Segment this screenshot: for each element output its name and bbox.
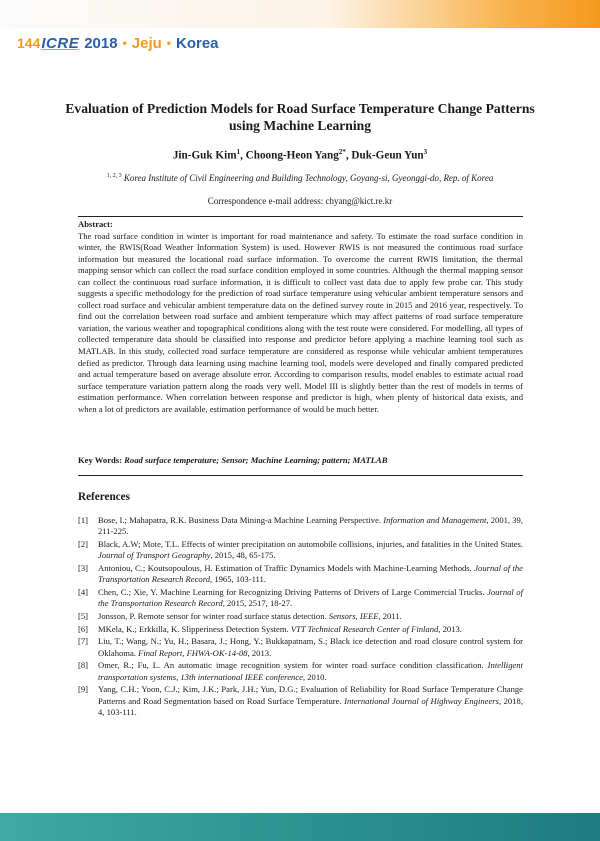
reference-source: Journal of the Transportation Research Record — [98, 587, 523, 609]
reference-source: Final Report, FHWA-OK-14-08 — [138, 647, 248, 658]
reference-source: VTT Technical Research Center of Finland — [290, 623, 439, 634]
reference-item — [78, 563, 523, 586]
reference-source: Journal of the Transportation Research Record — [98, 563, 523, 585]
conference-country: Korea — [176, 34, 219, 52]
reference-item — [78, 515, 523, 538]
author-name: Choong-Heon Yang — [245, 149, 339, 162]
reference-tail: , 2001, 39, 211-225. — [98, 515, 523, 537]
reference-number: [8] — [78, 660, 89, 671]
references-heading: References — [78, 491, 130, 503]
paper-title: Evaluation of Prediction Models for Road Surface Temperature Change Patterns using Machine Learning — [65, 101, 535, 133]
reference-number: [6] — [78, 623, 89, 634]
affiliation-text: Korea Institute of Civil Engineering and Building Technology, Goyang-si, Gyeonggi-do, Rep. of Korea — [123, 173, 494, 183]
abstract-heading: Abstract: — [78, 219, 113, 229]
keywords — [78, 455, 523, 465]
reference-source: Intelligent transportation systems, 13th international IEEE conference — [98, 660, 523, 682]
reference-tail: , 2018, 4, 103-111. — [98, 695, 523, 717]
reference-source: Information and Management — [383, 515, 487, 525]
footer-band — [0, 813, 600, 841]
reference-number: [7] — [78, 636, 89, 647]
conference-badge: ICRE — [41, 34, 80, 52]
reference-text: Omer, R.; Fu, L. An automatic image recognition system for winter road surface condition classification. — [98, 660, 488, 671]
divider-top — [78, 216, 523, 217]
reference-item — [78, 539, 523, 562]
conference-logo — [17, 32, 219, 54]
reference-item — [78, 660, 523, 683]
reference-number: [4] — [78, 587, 89, 597]
conference-number: 144 — [17, 35, 41, 51]
keywords-value: Road surface temperature; Sensor; Machine Learning; pattern; MATLAB — [124, 455, 388, 465]
author-name: Jin-Guk Kim — [172, 149, 237, 162]
reference-number: [3] — [78, 563, 89, 573]
author-name: Duk-Geun Yun — [351, 149, 424, 162]
reference-text: Yang, C.H.; Yoon, C.J.; Kim, J.K.; Park, J.H.; Yun, D.G.; Evaluation of Reliability for Road Surface Temperature Change Patterns and Road Segmentation based on Road Surface Temperature. — [98, 684, 523, 706]
author-sup: 1 — [236, 148, 241, 156]
reference-tail: , 2013. — [247, 647, 272, 658]
reference-text: Bose, I.; Mahapatra, R.K. Business Data Mining-a Machine Learning Perspective. — [98, 515, 384, 525]
divider-bottom — [78, 475, 523, 476]
correspondence-email: Correspondence e-mail address: chyang@kict.re.kr — [207, 196, 393, 206]
reference-text: Chen, C.; Xie, Y. Machine Learning for Recognizing Driving Patterns of Drivers of Large Commercial Trucks. — [98, 587, 488, 597]
reference-text: Black, A.W; Mote, T.L. Effects of winter precipitation on automobile collisions, injuries, and fatalities in the United States. — [98, 539, 523, 549]
reference-number: [9] — [78, 684, 89, 695]
reference-item — [78, 611, 523, 622]
reference-source: Journal of Transport Geography — [98, 550, 211, 561]
reference-tail: , 2013. — [438, 623, 462, 634]
reference-tail: , 2015, 48, 65-175. — [210, 550, 276, 561]
abstract-text: The road surface condition in winter is important for road maintenance and safety. To estimate the road surface condition in winter, the RWIS(Road Weather Information System) is used. However RWIS is not measured the continuous road surface information but measured the locational road surface information. To overcome the current RWIS limitation, the thermal mapping sensor which can collect the road surface condition employed in some countries. Although the thermal mapping sensor can collect the continuous road surface information, it is difficult to collect vast data due to apply few probe car. This study suggests a specific methodology for the prediction of road surface temperature using vehicular ambient temperature sensors and collect road surface and vehicular ambient temperature data on the defined survey route in 2015 and 2016 year, respectively. To find out the correlation between road surface and ambient temperature which may affect patterns of road surface temperature variation, the various weather and topographical conditions along with the test route were considered. For modelling, all types of collected temperature data should be classified into response and predictor before applying a machine learning tool such as MATLAB. In this study, collected road surface temperature are considered as response while vehicular ambient temperatures defied as predictor. Through data learning using machine learning tool, models were developed and finally compared predicted and actual temperature based on average absolute error. According to comparison results, model enables to estimate actual road surface temperature variation pattern along the roads very well. Model III is slightly better than the rest of models in terms of estimation performance. When correlation between response and predictor is high, when plenty of historical data exists, and when a lot of predictors are available, estimation performance of would be much better. — [78, 230, 523, 414]
reference-item — [78, 624, 523, 635]
affiliation — [60, 173, 540, 183]
reference-number: [1] — [78, 515, 89, 525]
keywords-label: Key Words: — [78, 455, 123, 465]
reference-text: Jonsson, P. Remote sensor for winter road surface status detection. — [98, 611, 329, 621]
conference-year: 2018 — [84, 34, 118, 52]
reference-item — [78, 587, 523, 610]
author-list — [60, 148, 540, 162]
reference-tail: , 2015, 2517, 18-27. — [222, 598, 293, 609]
author-sup: 3 — [423, 148, 428, 156]
reference-list — [78, 515, 523, 720]
reference-number: [5] — [78, 611, 89, 621]
author-sep: , — [240, 149, 246, 162]
conference-city: Jeju — [131, 34, 162, 52]
reference-item — [78, 636, 523, 659]
separator-dot: • — [122, 36, 127, 50]
reference-tail: , 2010. — [302, 671, 327, 682]
reference-text: Liu, T.; Wang, N.; Yu, H.; Basara, J.; Hong, Y.; Bukkapatnam, S.; Black ice detection and road closure control system for Oklahoma. — [98, 636, 523, 658]
reference-text: Antoniou, C.; Koutsopoulous, H. Estimation of Traffic Dynamics Models with Machine-Learning Methods. — [98, 563, 475, 573]
reference-text: MKela, K.; Erkkilla, K. Slipperiness Detection System. — [98, 623, 291, 634]
reference-source: International Journal of Highway Engineers — [344, 695, 499, 706]
reference-tail: , 2011. — [378, 611, 402, 621]
reference-item — [78, 684, 523, 718]
header-band — [0, 0, 600, 28]
abstract — [78, 219, 523, 415]
author-sup: 2* — [338, 148, 346, 156]
reference-source: Sensors, IEEE — [328, 611, 379, 621]
author-sep: , — [345, 149, 352, 162]
affiliation-sup: 1, 2, 3 — [106, 173, 122, 179]
separator-dot: • — [166, 36, 171, 50]
reference-tail: , 1965, 103-111. — [210, 574, 266, 585]
reference-number: [2] — [78, 539, 89, 549]
